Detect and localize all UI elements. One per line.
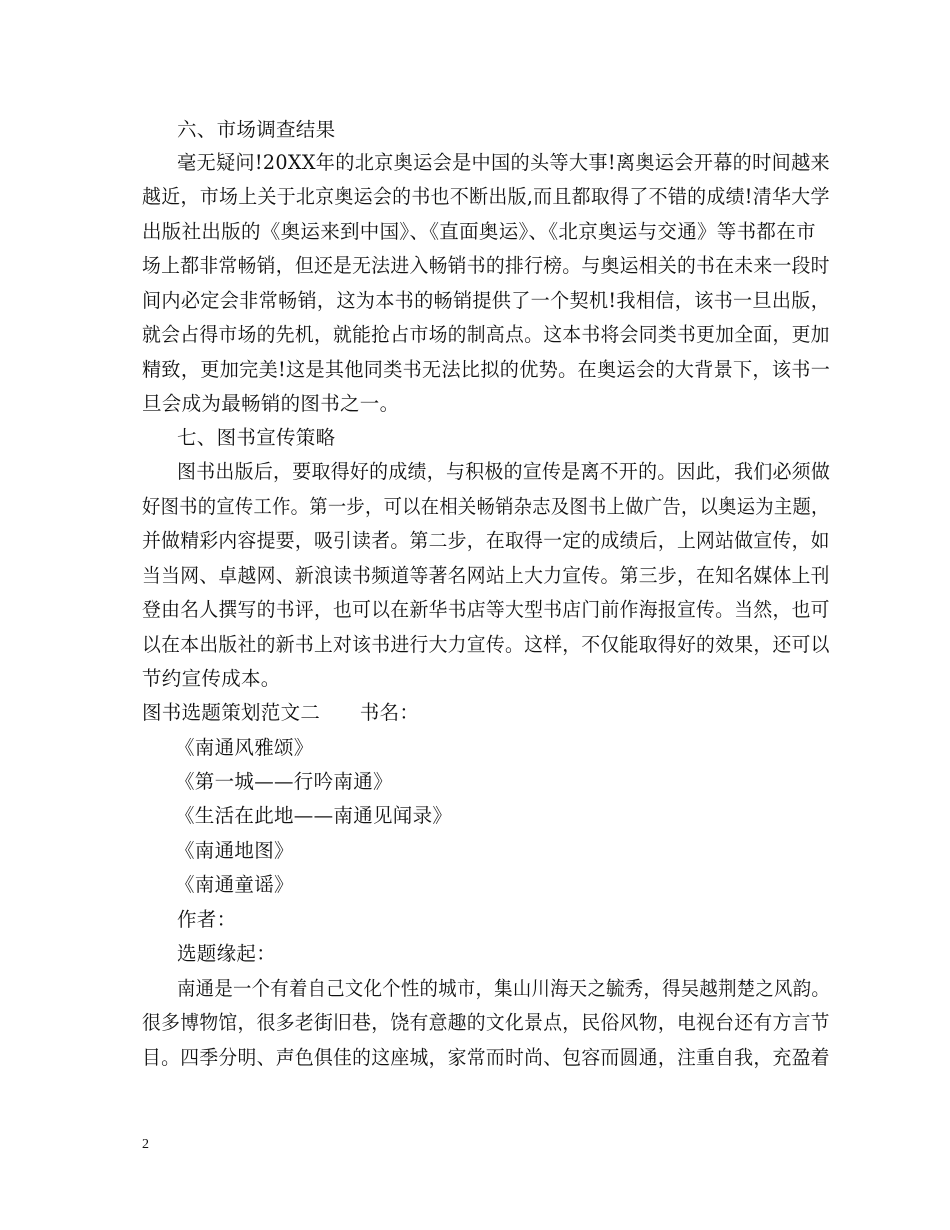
paragraph-line: 登由名人撰写的书评，也可以在新华书店等大型书店门前作海报宣传。当然，也可 — [142, 598, 830, 621]
author-label: 作者： — [177, 908, 237, 931]
paragraph-line: 好图书的宣传工作。第一步，可以在相关畅销杂志及图书上做广告，以奥运为主题， — [142, 495, 830, 518]
book-title: 《第一城——行吟南通》 — [175, 770, 393, 793]
paragraph-line: 目。四季分明、声色俱佳的这座城，家常而时尚、包容而圆通，注重自我，充盈着 — [142, 1046, 830, 1069]
paragraph-line: 并做精彩内容提要，吸引读者。第二步，在取得一定的成绩后，上网站做宣传，如 — [142, 529, 830, 552]
section-heading-promotion-strategy: 七、图书宣传策略 — [177, 426, 336, 449]
paragraph-line: 旦会成为最畅销的图书之一。 — [142, 392, 400, 415]
paragraph-line: 当当网、卓越网、新浪读书频道等著名网站上大力宣传。第三步，在知名媒体上刊 — [142, 564, 830, 587]
paragraph-line: 很多博物馆，很多老街旧巷，饶有意趣的文化景点，民俗风物，电视台还有方言节 — [142, 1011, 830, 1034]
paragraph-line: 节约宣传成本。 — [142, 667, 281, 690]
topic-origin-label: 选题缘起： — [177, 942, 277, 965]
paragraph-line: 出版社出版的《奥运来到中国》、《直面奥运》、《北京奥运与交通》等书都在市 — [142, 220, 816, 243]
paragraph-line: 间内必定会非常畅销，这为本书的畅销提供了一个契机!我相信，该书一旦出版， — [142, 289, 831, 312]
sample-title-line: 图书选题策划范文二 书名： — [142, 701, 420, 724]
paragraph-line: 越近，市场上关于北京奥运会的书也不断出版,而且都取得了不错的成绩!清华大学 — [142, 185, 830, 208]
paragraph-line: 精致，更加完美!这是其他同类书无法比拟的优势。在奥运会的大背景下，该书一 — [142, 358, 831, 381]
paragraph-line: 就会占得市场的先机，就能抢占市场的制高点。这本书将会同类书更加全面，更加 — [142, 323, 830, 346]
paragraph-line: 毫无疑问!20XX年的北京奥运会是中国的头等大事!离奥运会开幕的时间越来 — [177, 151, 831, 174]
paragraph-line: 图书出版后，要取得好的成绩，与积极的宣传是离不开的。因此，我们必须做 — [177, 460, 831, 483]
paragraph-line: 南通是一个有着自己文化个性的城市，集山川海天之毓秀，得吴越荆楚之风韵。 — [177, 977, 831, 1000]
paragraph-line: 以在本出版社的新书上对该书进行大力宣传。这样，不仅能取得好的效果，还可以 — [142, 633, 830, 656]
book-title: 《南通童谣》 — [175, 873, 294, 896]
book-title: 《生活在此地——南通见闻录》 — [175, 804, 453, 827]
book-title: 《南通地图》 — [175, 839, 294, 862]
book-title: 《南通风雅颂》 — [175, 736, 314, 759]
page-number: 2 — [142, 1137, 149, 1152]
section-heading-market-research: 六、市场调查结果 — [177, 118, 336, 141]
paragraph-line: 场上都非常畅销，但还是无法进入畅销书的排行榜。与奥运相关的书在未来一段时 — [142, 254, 830, 277]
